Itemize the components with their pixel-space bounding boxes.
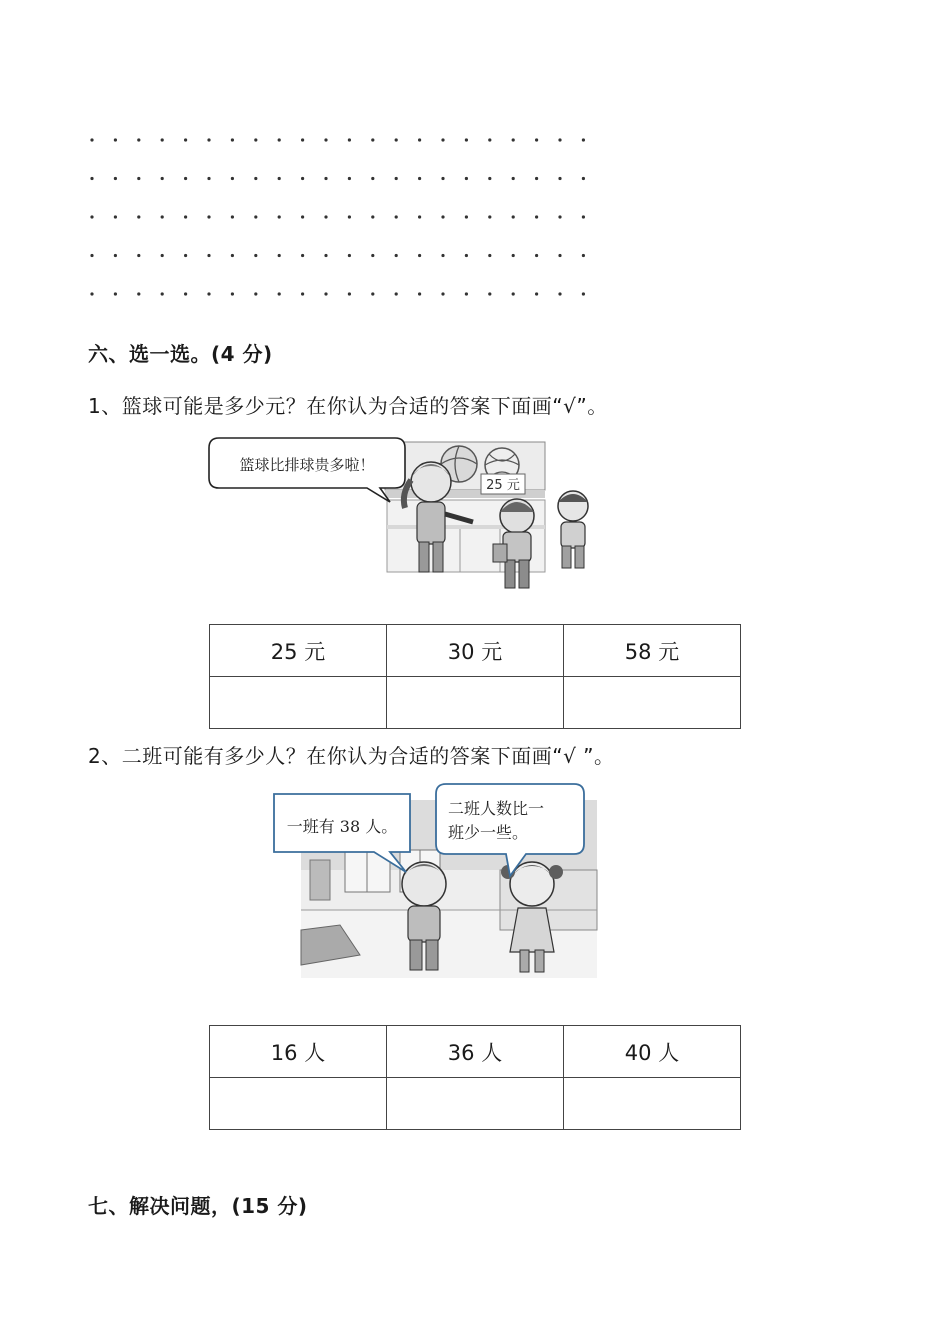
grid-dot xyxy=(488,254,491,257)
grid-dot xyxy=(114,254,117,257)
grid-dot xyxy=(395,177,398,180)
grid-dot xyxy=(254,215,257,218)
grid-dot xyxy=(207,138,210,141)
grid-dot xyxy=(441,138,444,141)
grid-dot xyxy=(465,177,468,180)
grid-dot xyxy=(558,177,561,180)
grid-dot xyxy=(535,177,538,180)
option-cell: 25 元 xyxy=(210,625,387,677)
grid-dot xyxy=(512,215,515,218)
grid-dot xyxy=(371,215,374,218)
grid-dot xyxy=(512,292,515,295)
grid-dot xyxy=(371,292,374,295)
grid-dot xyxy=(535,254,538,257)
grid-dot xyxy=(348,292,351,295)
grid-dot xyxy=(395,215,398,218)
grid-dot xyxy=(184,254,187,257)
grid-dot xyxy=(137,215,140,218)
grid-dot xyxy=(441,292,444,295)
grid-dot xyxy=(582,138,585,141)
question-1-text: 1、篮球可能是多少元？在你认为合适的答案下面画“√”。 xyxy=(88,394,608,418)
grid-dot xyxy=(488,215,491,218)
price-tag-label: 25 元 xyxy=(486,478,520,493)
grid-dot xyxy=(231,254,234,257)
grid-dot xyxy=(161,177,164,180)
grid-dot xyxy=(137,177,140,180)
grid-dot xyxy=(535,292,538,295)
grid-dot xyxy=(582,254,585,257)
grid-dot xyxy=(161,215,164,218)
shop-illustration xyxy=(205,430,620,600)
grid-dot xyxy=(301,138,304,141)
grid-dot xyxy=(324,292,327,295)
grid-dot xyxy=(184,215,187,218)
grid-dot xyxy=(558,138,561,141)
grid-dot xyxy=(558,215,561,218)
grid-dot xyxy=(114,215,117,218)
option-cell: 40 人 xyxy=(564,1026,741,1078)
grid-dot xyxy=(231,215,234,218)
left-bubble-text: 一班有 38 人。 xyxy=(286,817,398,836)
grid-dot xyxy=(418,138,421,141)
grid-dot xyxy=(395,254,398,257)
right-bubble-line-2: 班少一些。 xyxy=(448,823,529,842)
school-illustration xyxy=(270,780,605,980)
grid-dot xyxy=(207,177,210,180)
grid-dot xyxy=(184,177,187,180)
grid-dot xyxy=(254,292,257,295)
grid-dot xyxy=(582,215,585,218)
grid-dot xyxy=(254,254,257,257)
grid-dot xyxy=(324,254,327,257)
grid-dot xyxy=(231,177,234,180)
grid-dot xyxy=(395,292,398,295)
grid-dot xyxy=(324,138,327,141)
grid-dot xyxy=(184,292,187,295)
grid-dot xyxy=(465,215,468,218)
dot-grid xyxy=(82,126,602,316)
grid-dot xyxy=(207,292,210,295)
grid-dot xyxy=(488,292,491,295)
answer-cell[interactable] xyxy=(564,677,741,729)
grid-dot xyxy=(114,138,117,141)
grid-dot xyxy=(301,177,304,180)
speech-bubble-text: 篮球比排球贵多啦！ xyxy=(239,456,375,474)
section-seven-title: 七、解决问题，(15 分) xyxy=(88,1194,308,1218)
table-row xyxy=(210,625,741,677)
answer-cell[interactable] xyxy=(387,1078,564,1130)
grid-dot xyxy=(278,292,281,295)
answer-cell[interactable] xyxy=(387,677,564,729)
answer-table-1 xyxy=(209,624,741,729)
grid-dot xyxy=(278,138,281,141)
grid-dot xyxy=(395,138,398,141)
grid-dot xyxy=(558,292,561,295)
grid-dot xyxy=(371,254,374,257)
grid-dot xyxy=(371,138,374,141)
grid-dot xyxy=(137,292,140,295)
grid-dot xyxy=(278,215,281,218)
grid-dot xyxy=(348,138,351,141)
answer-cell[interactable] xyxy=(210,677,387,729)
answer-cell[interactable] xyxy=(210,1078,387,1130)
grid-dot xyxy=(254,177,257,180)
grid-dot xyxy=(90,254,93,257)
grid-dot xyxy=(558,254,561,257)
grid-dot xyxy=(535,215,538,218)
grid-dot xyxy=(441,254,444,257)
option-cell: 58 元 xyxy=(564,625,741,677)
grid-dot xyxy=(161,292,164,295)
option-cell: 30 元 xyxy=(387,625,564,677)
question-2-text: 2、二班可能有多少人？在你认为合适的答案下面画“√ ”。 xyxy=(88,744,615,768)
answer-table-2 xyxy=(209,1025,741,1130)
grid-dot xyxy=(90,177,93,180)
table-row xyxy=(210,677,741,729)
grid-dot xyxy=(301,215,304,218)
grid-dot xyxy=(231,292,234,295)
grid-dot xyxy=(418,215,421,218)
grid-dot xyxy=(512,138,515,141)
right-bubble-line-1: 二班人数比一 xyxy=(448,799,545,818)
grid-dot xyxy=(441,177,444,180)
option-cell: 16 人 xyxy=(210,1026,387,1078)
section-six-title: 六、选一选。(4 分) xyxy=(88,342,273,366)
grid-dot xyxy=(161,254,164,257)
grid-dot xyxy=(137,138,140,141)
grid-dot xyxy=(90,292,93,295)
grid-dot xyxy=(488,138,491,141)
grid-dot xyxy=(418,177,421,180)
grid-dot xyxy=(114,292,117,295)
grid-dot xyxy=(465,138,468,141)
grid-dot xyxy=(231,138,234,141)
grid-dot xyxy=(90,138,93,141)
grid-dot xyxy=(278,254,281,257)
grid-dot xyxy=(488,177,491,180)
answer-cell[interactable] xyxy=(564,1078,741,1130)
grid-dot xyxy=(582,177,585,180)
grid-dot xyxy=(324,215,327,218)
grid-dot xyxy=(348,177,351,180)
grid-dot xyxy=(161,138,164,141)
table-row xyxy=(210,1078,741,1130)
grid-dot xyxy=(348,254,351,257)
grid-dot xyxy=(418,254,421,257)
table-row xyxy=(210,1026,741,1078)
grid-dot xyxy=(301,292,304,295)
grid-dot xyxy=(512,254,515,257)
grid-dot xyxy=(441,215,444,218)
grid-dot xyxy=(301,254,304,257)
grid-dot xyxy=(465,292,468,295)
grid-dot xyxy=(465,254,468,257)
grid-dot xyxy=(114,177,117,180)
grid-dot xyxy=(137,254,140,257)
grid-dot xyxy=(207,254,210,257)
grid-dot xyxy=(278,177,281,180)
grid-dot xyxy=(324,177,327,180)
grid-dot xyxy=(582,292,585,295)
grid-dot xyxy=(371,177,374,180)
option-cell: 36 人 xyxy=(387,1026,564,1078)
grid-dot xyxy=(90,215,93,218)
grid-dot xyxy=(535,138,538,141)
grid-dot xyxy=(184,138,187,141)
grid-dot xyxy=(512,177,515,180)
grid-dot xyxy=(418,292,421,295)
grid-dot xyxy=(207,215,210,218)
grid-dot xyxy=(348,215,351,218)
grid-dot xyxy=(254,138,257,141)
